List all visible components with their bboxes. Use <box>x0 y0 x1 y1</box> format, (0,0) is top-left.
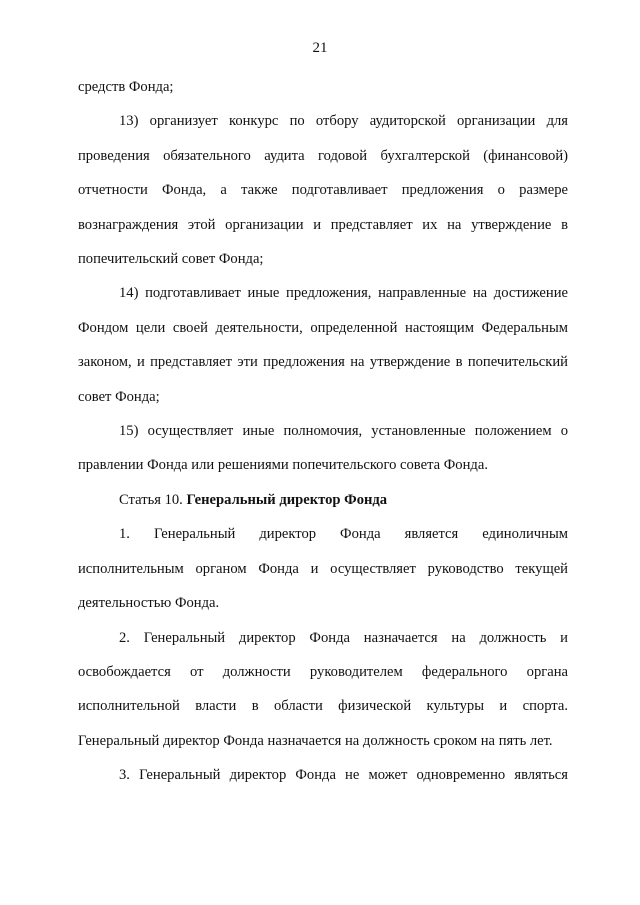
list-item-15: 15) осуществляет иные полномочия, установленные положением о правлении Фонда или решениями попечительского совета Фонда. <box>78 423 568 474</box>
article-paragraph-1: 1. Генеральный директор Фонда является единоличным исполнительным органом Фонда и осуществляет руководство текущей деятельностью Фонда. <box>78 526 568 612</box>
list-item-14: 14) подготавливает иные предложения, направленные на достижение Фондом цели своей деятельности, определенной настоящим Федеральным законом, и представляет эти предложения на утверждение в попечительский совет Фонда; <box>78 285 568 405</box>
document-body <box>78 70 568 793</box>
article-prefix: Статья 10. <box>119 491 183 508</box>
list-item-13: 13) организует конкурс по отбору аудиторской организации для проведения обязательного аудита годовой бухгалтерской (финансовой) отчетности Фонда, а также подготавливает предложения о размере вознаграждения этой организации и представляет их на утверждение в попечительский совет Фонда; <box>78 113 568 268</box>
article-paragraph-3: 3. Генеральный директор Фонда не может одновременно являться <box>119 767 568 784</box>
paragraph-continuation: средств Фонда; <box>78 79 174 95</box>
page-number: 21 <box>312 40 328 56</box>
article-title: Генеральный директор Фонда <box>186 491 388 508</box>
article-heading <box>78 483 568 517</box>
article-paragraph-2: 2. Генеральный директор Фонда назначается на должность и освобождается от должности руководителем федерального органа исполнительной власти в области физической культуры и спорта. Генеральный директор Фонда назначается на должность сроком на пять лет. <box>78 629 568 749</box>
